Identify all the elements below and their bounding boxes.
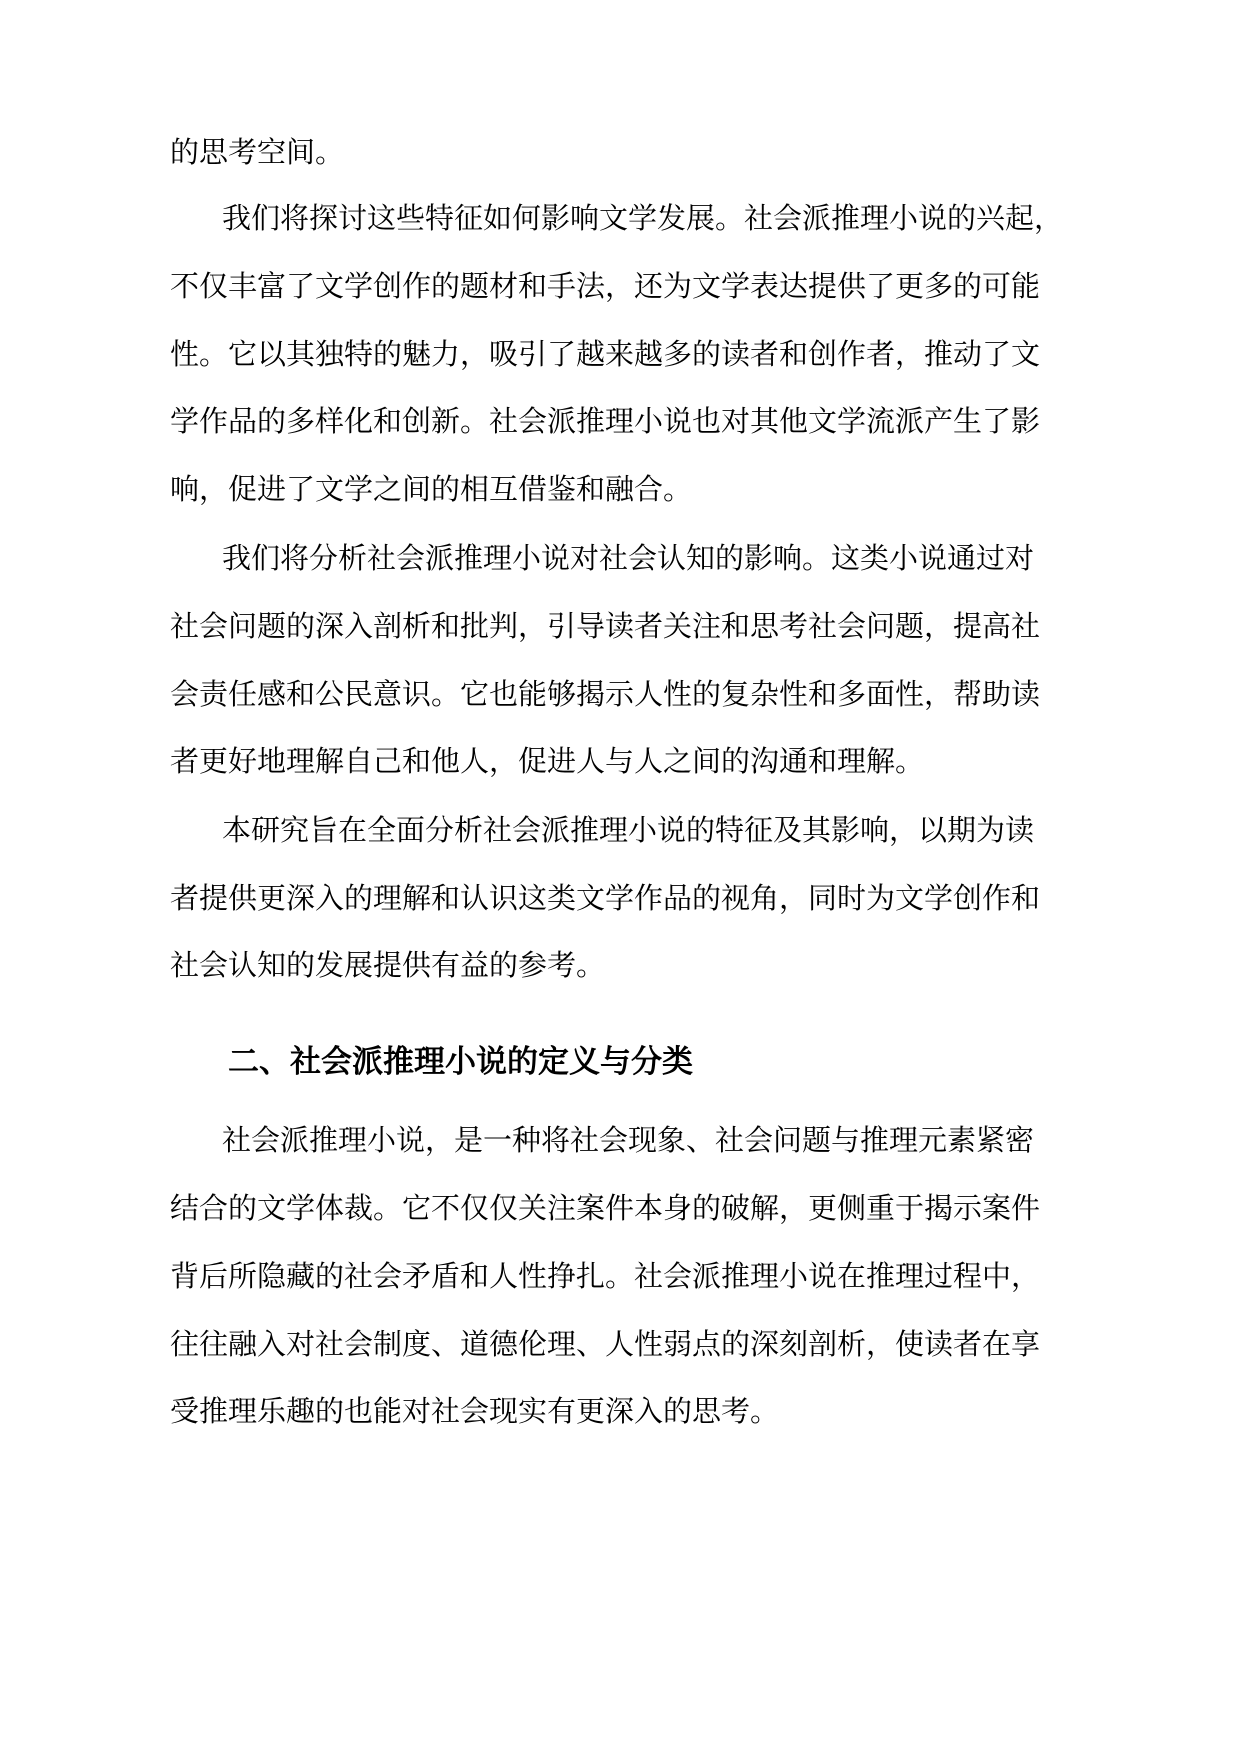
paragraph-line: 响，促进了文学之间的相互借鉴和融合。 [170,472,693,506]
paragraph-line: 会责任感和公民意识。它也能够揭示人性的复杂性和多面性，帮助读 [170,677,1041,711]
paragraph-line: 本研究旨在全面分析社会派推理小说的特征及其影响，以期为读 [222,813,1035,847]
paragraph-line: 背后所隐藏的社会矛盾和人性挣扎。社会派推理小说在推理过程中， [170,1259,1041,1293]
paragraph-line: 者更好地理解自己和他人，促进人与人之间的沟通和理解。 [170,744,925,778]
paragraph-continuation-line: 的思考空间。 [170,135,345,169]
section-heading: 二、社会派推理小说的定义与分类 [228,1044,693,1080]
paragraph-line: 我们将探讨这些特征如何影响文学发展。社会派推理小说的兴起， [222,201,1064,235]
paragraph-line: 往往融入对社会制度、道德伦理、人性弱点的深刻剖析，使读者在享 [170,1327,1041,1361]
paragraph-line: 学作品的多样化和创新。社会派推理小说也对其他文学流派产生了影 [170,404,1041,438]
paragraph-line: 结合的文学体裁。它不仅仅关注案件本身的破解，更侧重于揭示案件 [170,1191,1041,1225]
paragraph-line: 社会派推理小说，是一种将社会现象、社会问题与推理元素紧密 [222,1123,1035,1157]
paragraph-line: 社会问题的深入剖析和批判，引导读者关注和思考社会问题，提高社 [170,609,1041,643]
paragraph-line: 社会认知的发展提供有益的参考。 [170,948,606,982]
paragraph-line: 受推理乐趣的也能对社会现实有更深入的思考。 [170,1394,780,1428]
paragraph-line: 不仅丰富了文学创作的题材和手法，还为文学表达提供了更多的可能 [170,269,1041,303]
paragraph-line: 者提供更深入的理解和认识这类文学作品的视角，同时为文学创作和 [170,881,1041,915]
paragraph-line: 我们将分析社会派推理小说对社会认知的影响。这类小说通过对 [222,541,1035,575]
paragraph-line: 性。它以其独特的魅力，吸引了越来越多的读者和创作者，推动了文 [170,337,1041,371]
